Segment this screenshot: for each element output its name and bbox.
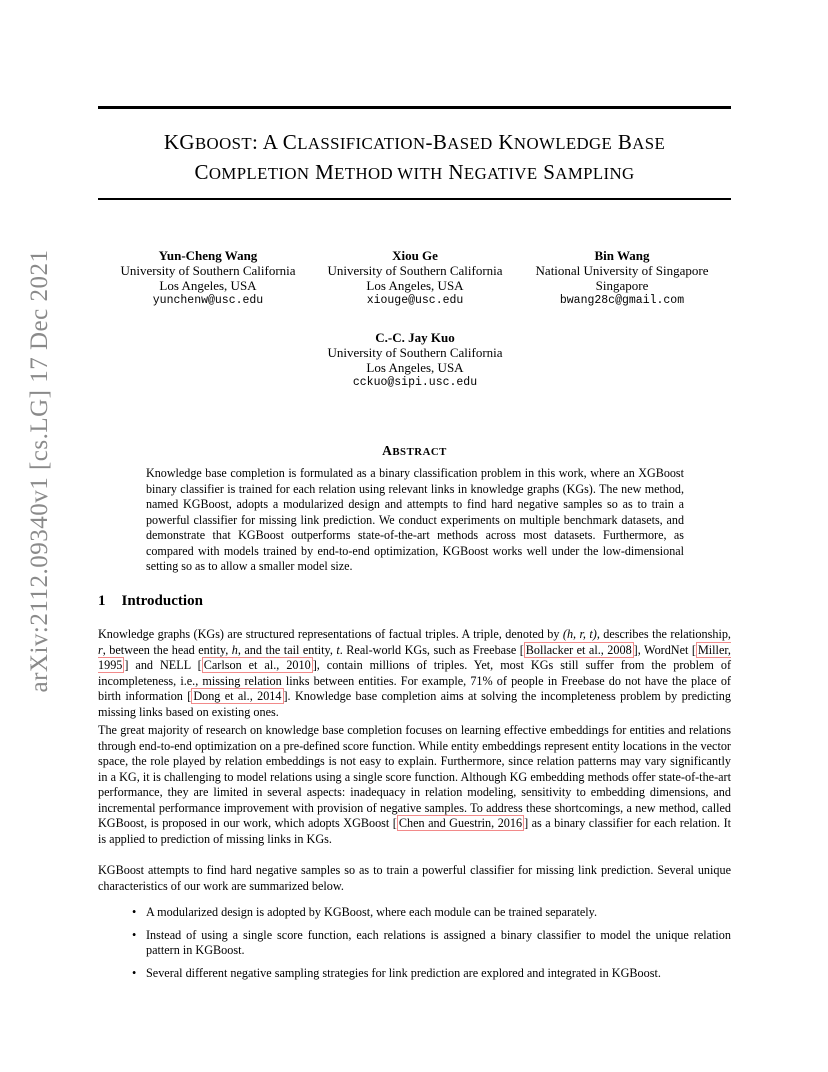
title-line-1: KGBOOST: A CLASSIFICATION-BASED KNOWLEDGE BASE <box>163 130 666 154</box>
abstract-text: Knowledge base completion is formulated as a binary classification problem in this work, where an XGBoost binary classifier is trained for each relation using relevant links in knowledge graphs (KGs). The new method, named KGBoost, adopts a modularized design and attempts to find hard negative samples so as to train a powerful classifier for missing link prediction. We conduct experiments on multiple benchmark datasets, and demonstrate that KGBoost outperforms state-of-the-art methods across most datasets. Furthermore, as compared with models trained by end-to-end optimization, KGBoost works well under the low-dimensional setting so as to allow a smaller model size. <box>146 466 684 573</box>
author-email[interactable]: bwang28c@gmail.com <box>559 294 685 307</box>
author-name: Yun-Cheng Wang <box>158 248 258 263</box>
paragraph: Knowledge graphs (KGs) are structured representations of factual triples. A triple, denoted by (h, r, t), describes the relationship, r, between the head entity, h, and the tail entity, t. Real-world KGs, such as Freebase [ Bollacker et al., 2008 ], WordNet [ Miller, 1995 ] and NELL [ Carlson et al., 2010 ], contain millions of triples. Yet, most KGs still suffer from the problem of incompleteness, i.e., missing relation links between entities. For example, 71% of people in Freebase do not have the place of birth information [ Dong et al., 2014 ]. Knowledge base completion aims at solving the incompleteness problem by predicting missing links based on existing ones. <box>98 627 732 719</box>
author-email[interactable]: cckuo@sipi.usc.edu <box>352 376 478 389</box>
citation-link[interactable]: Bollacker et al., 2008 <box>525 642 632 657</box>
section-heading <box>98 593 203 610</box>
contribution-list <box>132 905 731 988</box>
title-rule-top <box>98 106 731 109</box>
author-affiliation: University of Southern California <box>120 263 296 278</box>
section-number: 1 <box>98 593 106 609</box>
citation-link[interactable]: Dong et al., 2014 <box>193 689 282 703</box>
author-email[interactable]: yunchenw@usc.edu <box>152 294 264 307</box>
title-line-2: COMPLETION METHOD WITH NEGATIVE SAMPLING <box>194 160 635 184</box>
citation-link[interactable]: Miller, 1995 <box>98 642 731 672</box>
author-name: Bin Wang <box>594 248 650 263</box>
author-name: Xiou Ge <box>392 248 438 263</box>
author-affiliation: National University of Singapore <box>535 263 709 278</box>
author-email[interactable]: xiouge@usc.edu <box>366 294 464 307</box>
paragraph: KGBoost attempts to find hard negative samples so as to train a powerful classifier for missing link prediction. Several unique characteristics of our work are summarized below. <box>98 863 731 893</box>
arxiv-id: arXiv:2112.09340v1 [cs.LG] 17 Dec 2021 <box>26 249 53 693</box>
author-affiliation: University of Southern California <box>327 345 503 360</box>
title-rule-bottom <box>98 198 731 200</box>
author-affiliation: University of Southern California <box>327 263 503 278</box>
paper-title <box>98 128 731 188</box>
author-location: Los Angeles, USA <box>366 278 464 293</box>
author-block <box>108 248 308 308</box>
author-block <box>522 248 722 308</box>
author-location: Singapore <box>595 278 649 293</box>
abstract-heading: ABSTRACT <box>382 443 447 458</box>
list-item: • Several different negative sampling strategies for link prediction are explored and integrated in KGBoost. <box>132 966 731 982</box>
arxiv-stamp <box>20 249 60 693</box>
paragraph: The great majority of research on knowledge base completion focuses on learning effective embeddings for entities and relations through end-to-end optimization on a pre-defined score function. While entity embeddings represent entity locations in the vector space, the role played by relation embeddings is not easy to explain. Furthermore, since relation patterns may vary significantly in a KG, it is challenging to model relations using a single score function. Although KG embedding methods offer state-of-the-art performance, they are limited in several aspects: inadequacy in relation modeling, sensitivity to embedding dimensions, and incremental performance improvement with provision of negative samples. To address these shortcomings, a new method, called KGBoost, is proposed in our work, which adopts XGBoost [ Chen and Guestrin, 2016 ] as a binary classifier for each relation. It is applied to prediction of missing links in KGs. <box>98 723 732 846</box>
author-block <box>315 330 515 390</box>
author-name: C.-C. Jay Kuo <box>375 330 455 345</box>
section-title: Introduction <box>121 593 203 609</box>
citation-link[interactable]: Carlson et al., 2010 <box>203 658 311 672</box>
author-block <box>315 248 515 308</box>
list-item: • A modularized design is adopted by KGBoost, where each module can be trained separately. <box>132 905 731 921</box>
list-item: • Instead of using a single score function, each relations is assigned a binary classifier to model the unique relation pattern in KGBoost. <box>132 928 731 959</box>
citation-link[interactable]: Chen and Guestrin, 2016 <box>398 816 523 830</box>
author-location: Los Angeles, USA <box>366 360 464 375</box>
author-location: Los Angeles, USA <box>159 278 257 293</box>
